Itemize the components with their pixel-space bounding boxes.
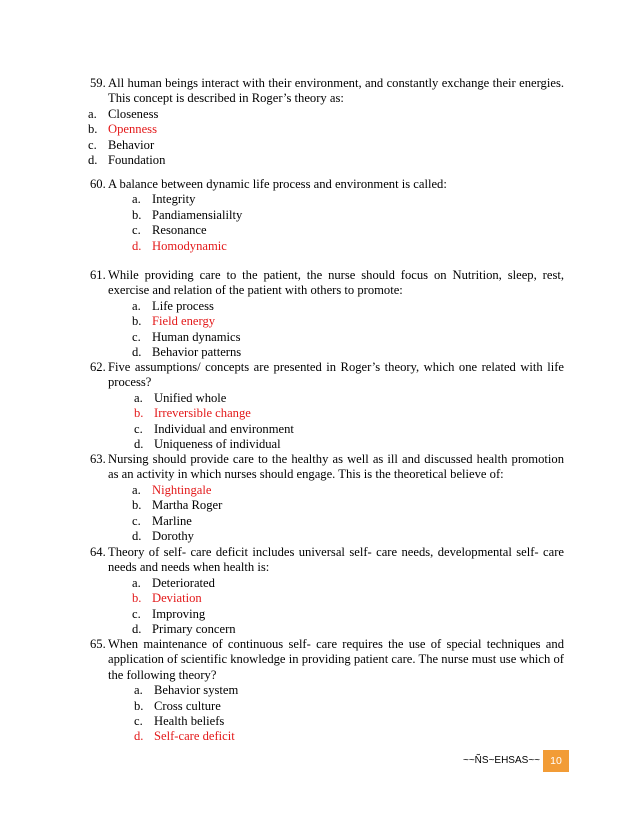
question-number: 59. [90,76,106,90]
option-answer: d. Self-care deficit [134,729,235,744]
option: d. Primary concern [132,622,236,636]
option: d. Behavior patterns [132,345,242,359]
question-62 [90,360,564,452]
option: c. Marline [132,513,192,528]
question-number: 61. [90,268,106,282]
option-answer: b. Deviation [132,591,202,606]
options-list [132,299,564,361]
question-61 [90,268,564,360]
question-60 [90,177,564,254]
question-64 [90,545,564,637]
question-text: All human beings interact with their environment, and constantly exchange their energies. This concept is described in Roger’s theory as: [108,76,564,106]
option: a. Integrity [132,192,196,207]
option: b. Cross culture [134,698,221,713]
question-number: 62. [90,360,106,374]
option-answer: b. Field energy [132,314,216,329]
options-list [132,192,564,254]
option: d. Foundation [88,153,166,167]
option: c. Health beliefs [134,714,225,729]
question-number: 63. [90,452,106,466]
question-stem [90,637,564,683]
option: a. Behavior system [134,683,239,698]
option: b. Martha Roger [132,498,223,513]
options-list [134,391,564,453]
question-stem [90,268,564,299]
question-stem [90,360,564,391]
question-text: While providing care to the patient, the nurse should focus on Nutrition, sleep, rest, exercise and relation of the patient with others to promote: [108,268,564,298]
option: c. Behavior [88,137,155,152]
option: b. Pandiamensialilty [132,207,243,222]
question-text: A balance between dynamic life process and environment is called: [108,177,447,192]
option: a. Unified whole [134,390,227,405]
question-text: When maintenance of continuous self- care requires the use of special techniques and application of scientific knowledge in providing patient care. The nurse must use which of the following theory? [108,637,564,682]
option-answer: d. Homodynamic [132,238,227,253]
option: a. Deteriorated [132,575,215,590]
question-stem [90,76,564,107]
footer-author: ~~ÑS~EHSAS~~ [463,755,540,766]
option-answer: b. Irreversible change [134,406,251,421]
question-number: 60. [90,177,106,191]
option: c. Individual and environment [134,421,294,436]
question-text: Five assumptions/ concepts are presented in Roger’s theory, which one related with life process? [108,360,564,390]
question-59 [90,76,564,168]
question-stem [90,177,564,192]
page-number-badge: 10 [543,750,569,772]
option-answer: b. Openness [88,122,157,137]
question-number: 64. [90,545,106,559]
option: c. Resonance [132,223,207,238]
option-answer: a. Nightingale [132,482,212,497]
option: c. Human dynamics [132,329,241,344]
question-number: 65. [90,637,106,651]
question-63 [90,452,564,544]
question-stem [90,545,564,576]
options-list [134,683,564,745]
options-list [88,107,564,169]
question-text: Nursing should provide care to the healthy as well as ill and discussed health promotion as an activity in which nurses should engage. This is the theoretical believe of: [108,452,564,482]
options-list [132,576,564,638]
question-text: Theory of self- care deficit includes universal self- care needs, developmental self- care needs and needs when health is: [108,545,564,575]
option: c. Improving [132,606,206,621]
option: a. Life process [132,298,214,313]
option: a. Closeness [88,106,159,121]
question-stem [90,452,564,483]
question-65 [90,637,564,745]
option: d. Uniqueness of individual [134,437,281,451]
option: d. Dorothy [132,529,194,543]
options-list [132,483,564,545]
